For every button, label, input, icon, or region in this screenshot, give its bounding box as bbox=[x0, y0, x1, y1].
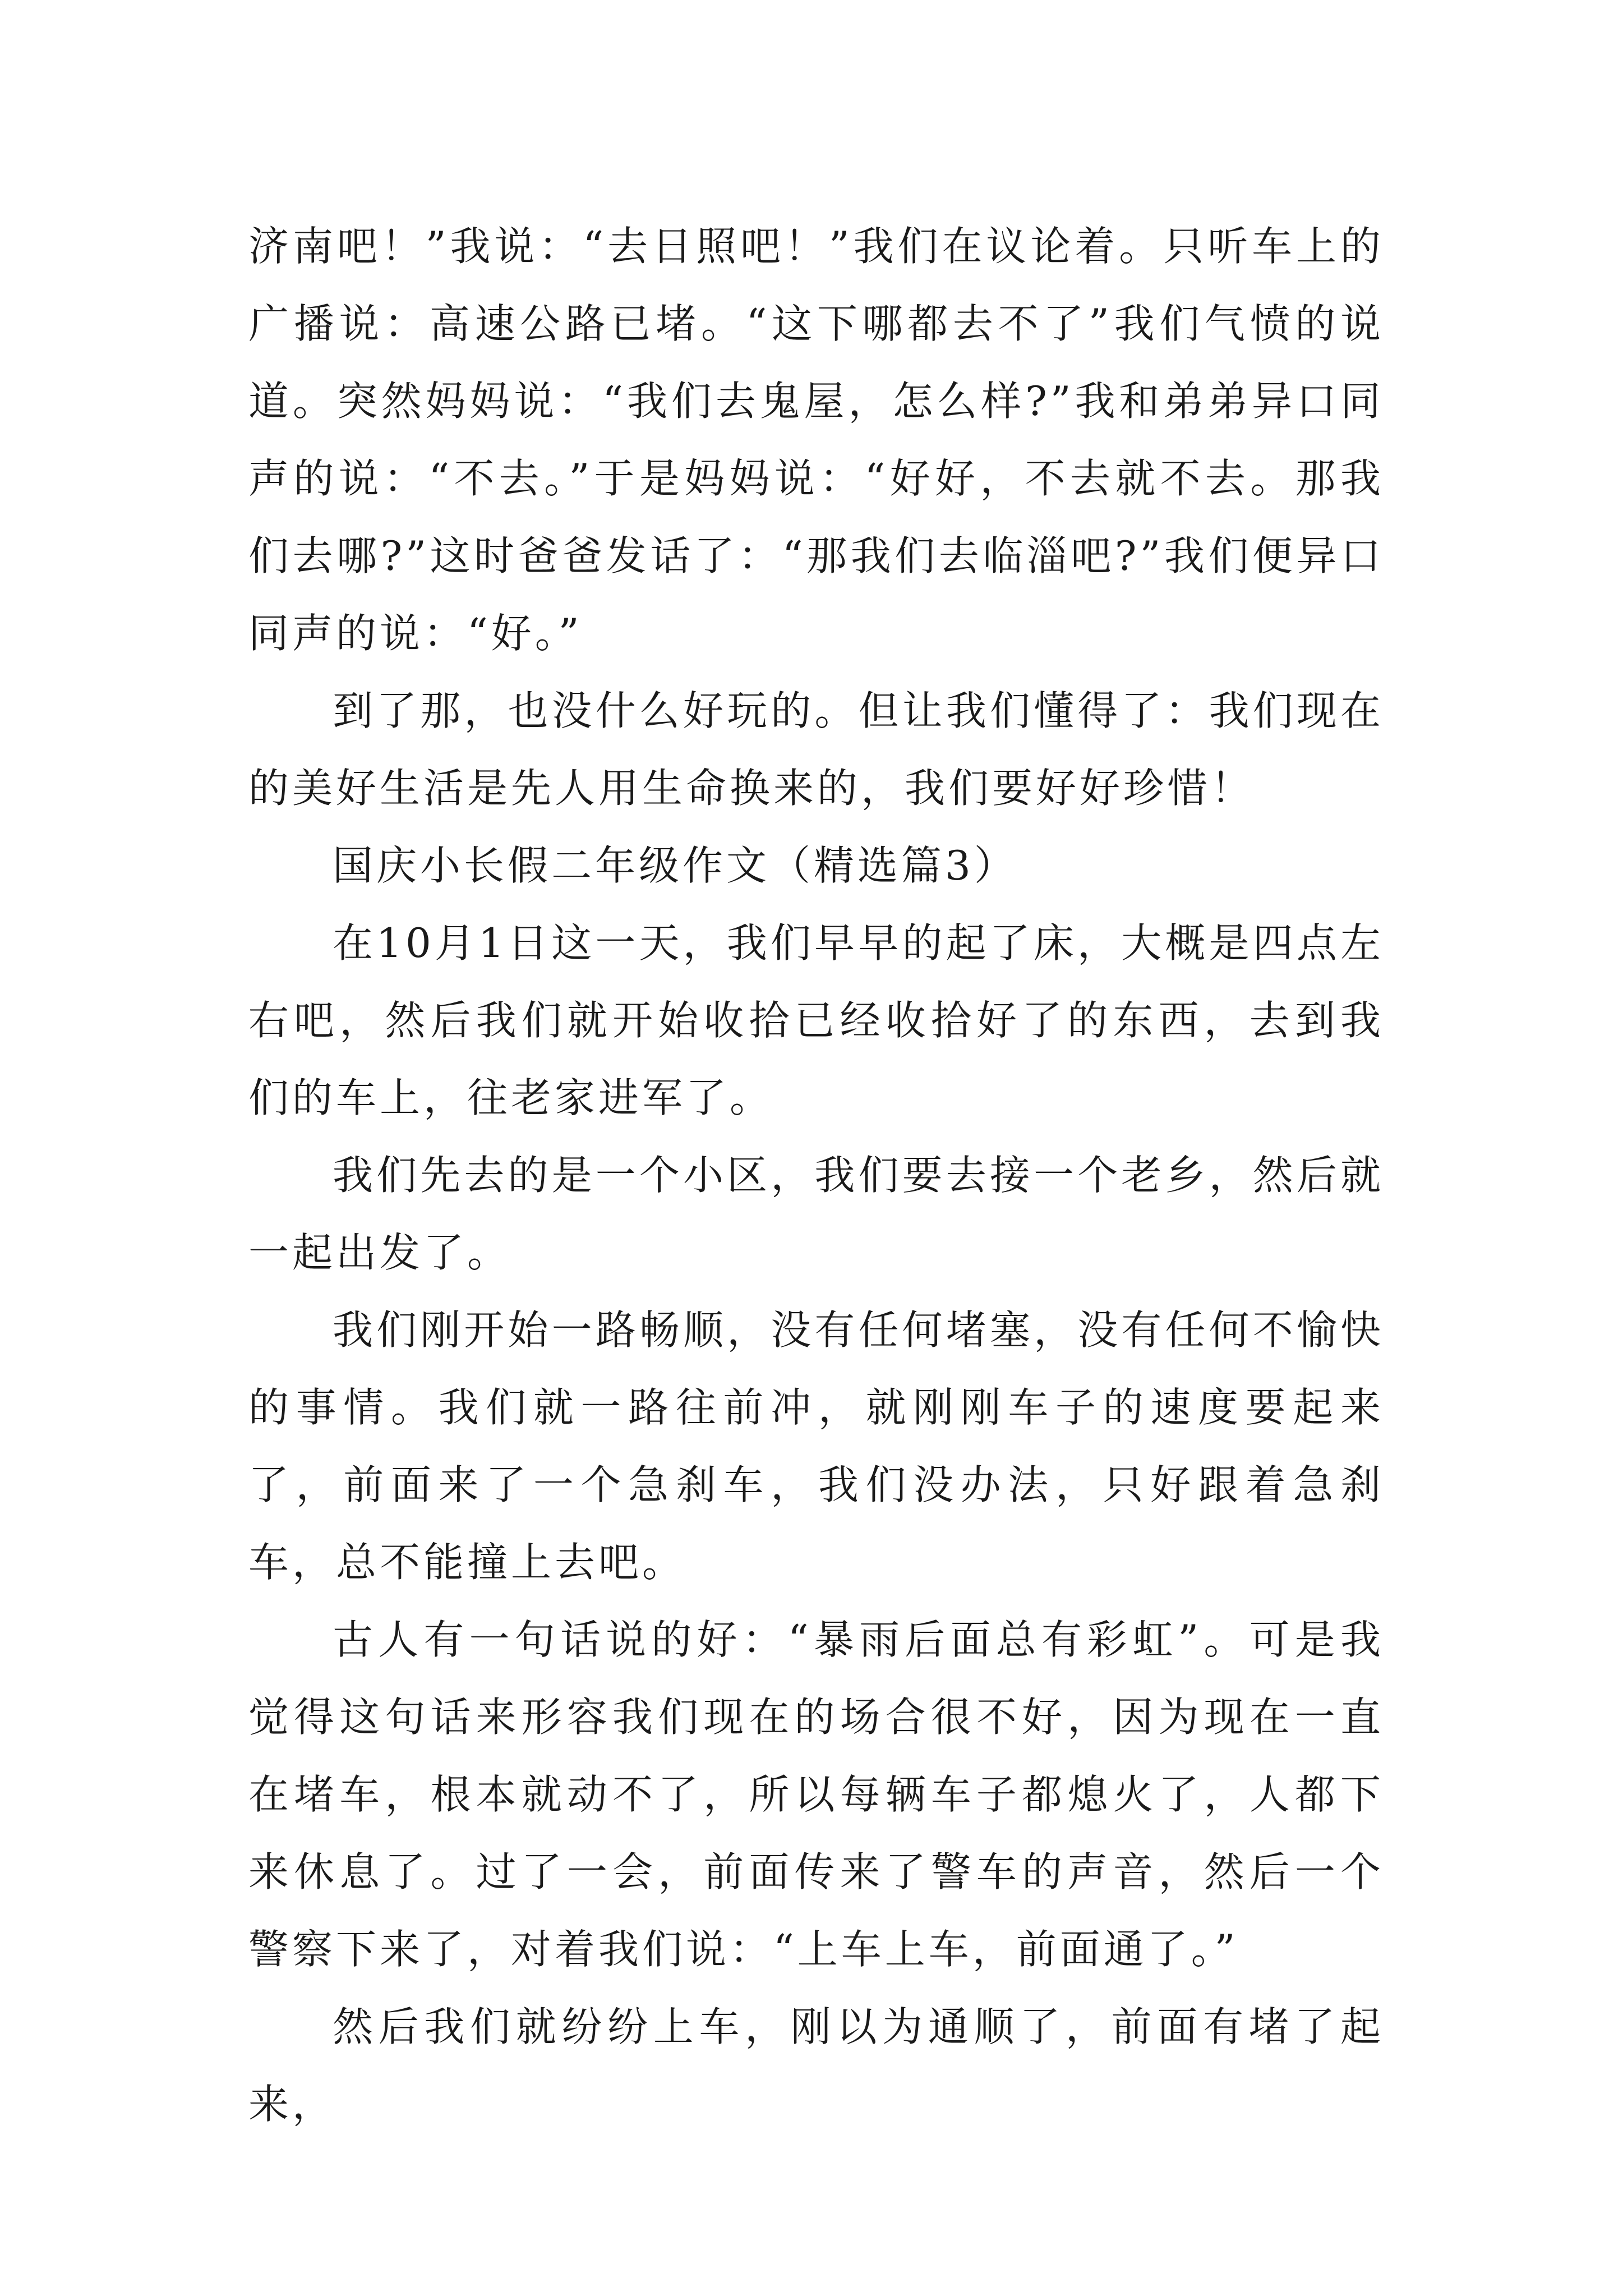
paragraph-1: 济南吧！”我说：“去日照吧！”我们在议论着。只听车上的广播说：高速公路已堵。“这下哪都去不了”我们气愤的说道。突然妈妈说：“我们去鬼屋，怎么样?”我和弟弟异口同声的说：“不去。”于是妈妈说：“好好，不去就不去。那我们去哪?”这时爸爸发话了：“那我们去临淄吧?”我们便异口同声的说：“好。” bbox=[248, 223, 1384, 657]
paragraph-2: 到了那，也没什么好玩的。但让我们懂得了：我们现在的美好生活是先人用生命换来的，我们要好好珍惜！ bbox=[248, 687, 1384, 812]
paragraph-7: 然后我们就纷纷上车，刚以为通顺了，前面有堵了起来， bbox=[248, 2003, 1384, 2128]
paragraph-6: 古人有一句话说的好：“暴雨后面总有彩虹”。可是我觉得这句话来形容我们现在的场合很不好，因为现在一直在堵车，根本就动不了，所以每辆车子都熄火了，人都下来休息了。过了一会，前面传来了警车的声音，然后一个警察下来了，对着我们说：“上车上车，前面通了。” bbox=[248, 1616, 1384, 1973]
paragraph-4: 我们先去的是一个小区，我们要去接一个老乡，然后就一起出发了。 bbox=[248, 1152, 1384, 1276]
document-body bbox=[248, 208, 1384, 2143]
section-heading: 国庆小长假二年级作文（精选篇3） bbox=[333, 842, 1018, 889]
paragraph-5: 我们刚开始一路畅顺，没有任何堵塞，没有任何不愉快的事情。我们就一路往前冲，就刚刚车子的速度要起来了，前面来了一个急刹车，我们没办法，只好跟着急刹车，总不能撞上去吧。 bbox=[248, 1306, 1384, 1586]
paragraph-3: 在10月1日这一天，我们早早的起了床，大概是四点左右吧，然后我们就开始收拾已经收拾好了的东西，去到我们的车上，往老家进军了。 bbox=[248, 919, 1384, 1121]
